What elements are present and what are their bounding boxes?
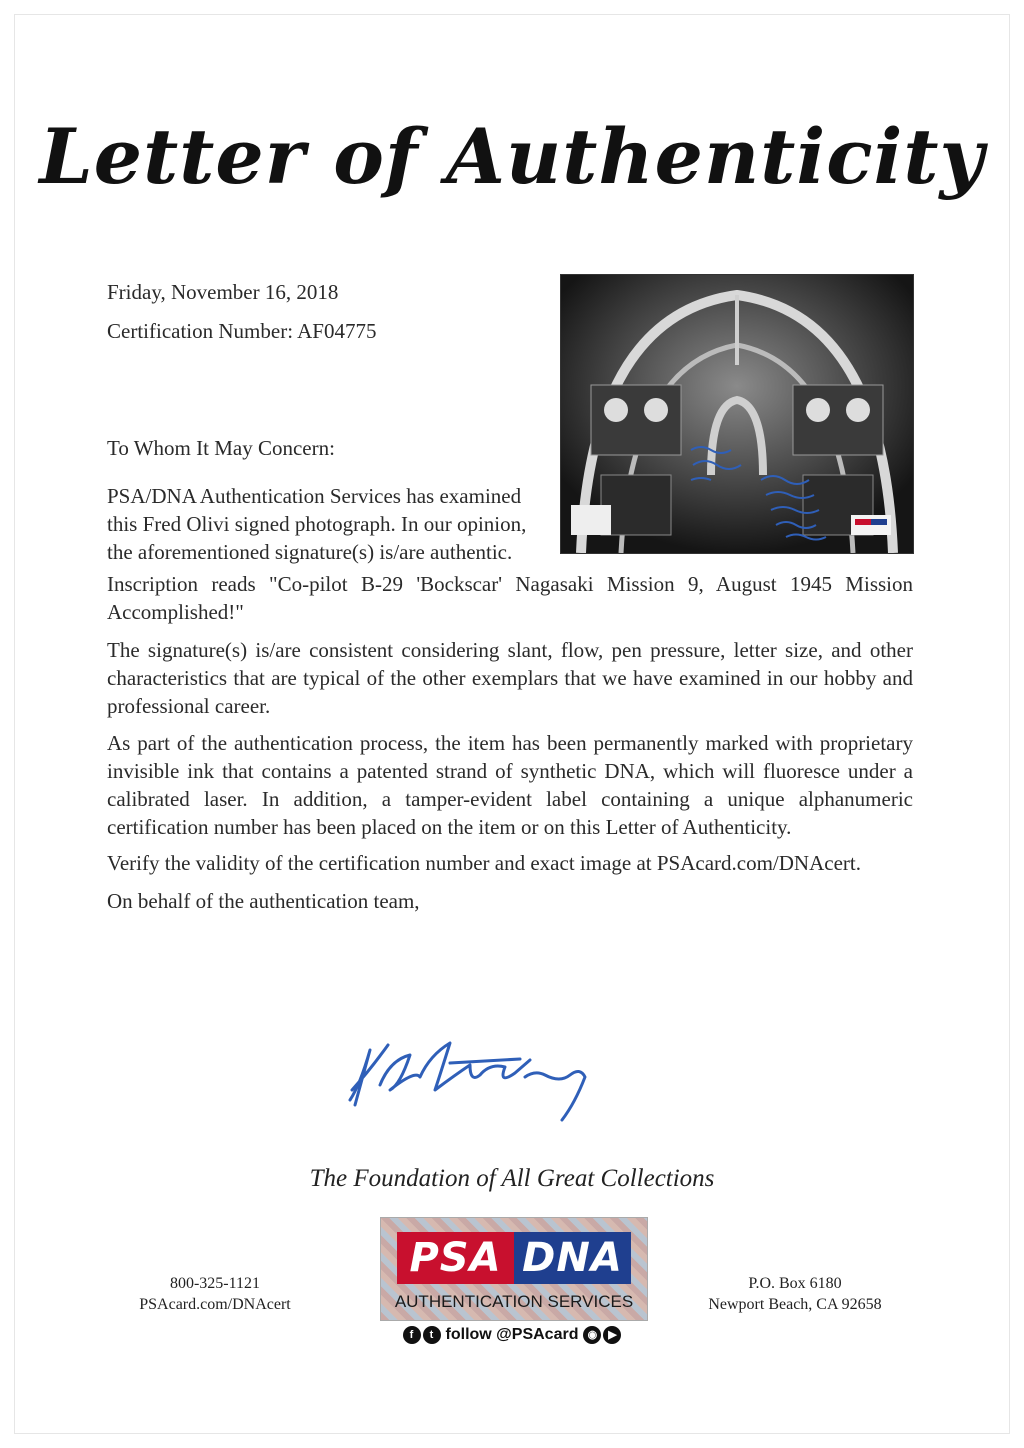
footer-contact [130,1273,300,1315]
cockpit-photo-image [561,275,913,553]
logo-psa-text: PSA [397,1232,514,1284]
social-row [0,1326,1024,1344]
logo-subtitle: AUTHENTICATION SERVICES [394,1292,634,1311]
twitter-icon[interactable]: t [423,1326,441,1344]
facebook-icon[interactable]: f [403,1326,421,1344]
youtube-icon[interactable]: ▶ [603,1326,621,1344]
paragraph-consistency: The signature(s) is/are consistent considering slant, flow, pen pressure, letter size, and other characteristics that are typical of the other exemplars that we have examined in our hobby and professional career. [107,638,913,718]
logo-mark [397,1232,631,1284]
instagram-icon[interactable]: ◉ [583,1326,601,1344]
paragraph-verify: Verify the validity of the certification number and exact image at PSAcard.com/DNAcert. [107,851,861,875]
paragraph-examined: PSA/DNA Authentication Services has examined this Fred Olivi signed photograph. In our opinion, the aforementioned signature(s) is/are authentic. [107,484,527,564]
address-line-2: Newport Beach, CA 92658 [708,1296,882,1313]
address-line-1: P.O. Box 6180 [748,1275,842,1292]
logo-dna-text: DNA [514,1232,631,1284]
tagline: The Foundation of All Great Collections [309,1165,715,1192]
footer-phone: 800-325-1121 [169,1275,261,1292]
paragraph-process: As part of the authentication process, the item has been permanently marked with proprietary invisible ink that contains a patented strand of synthetic DNA, which will fluoresce under a calibrated laser. In addition, a tamper-evident label containing a unique alphanumeric certification number has been placed on the item or on this Letter of Authenticity. [107,731,913,839]
signed-photograph [560,274,914,554]
signature-image [330,1015,630,1125]
letter-title: Letter of Authenticity [39,112,985,201]
certification-number: Certification Number: AF04775 [107,319,377,343]
social-handle: follow @PSAcard [445,1326,579,1343]
psa-dna-logo [380,1217,648,1321]
footer-address [700,1273,890,1315]
letter-date: Friday, November 16, 2018 [107,280,339,304]
authenticator-signature [330,1015,630,1130]
closing-line: On behalf of the authentication team, [107,889,420,913]
footer-website: PSAcard.com/DNAcert [139,1296,291,1313]
salutation: To Whom It May Concern: [107,436,335,460]
paragraph-inscription: Inscription reads "Co-pilot B-29 'Bockscar' Nagasaki Mission 9, August 1945 Mission Accomplished!" [107,572,913,624]
